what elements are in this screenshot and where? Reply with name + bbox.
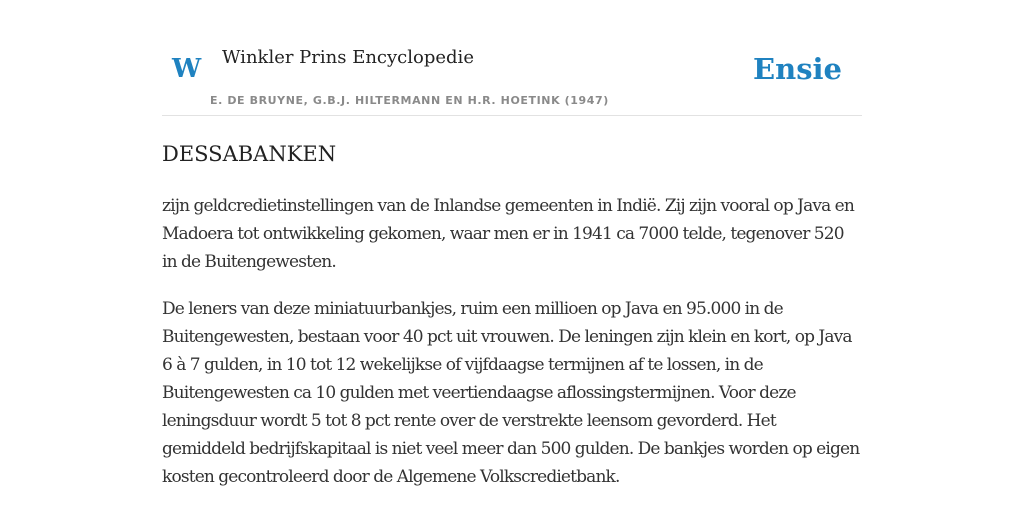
source-header [162,0,862,116]
entry-title: DESSABANKEN [162,142,337,166]
entry-paragraph: De leners van deze miniatuurbankjes, ruim een millioen op Java en 95.000 in de Buitengewesten, bestaan voor 40 pct uit vrouwen. De leningen zijn klein en kort, op Java 6 à 7 gulden, in 10 tot 12 wekelijkse of vijfdaagse termijnen af te lossen, in de Buitengewesten ca 10 gulden met veertiendaagse aflossingstermijnen. Voor deze leningsduur wordt 5 tot 8 pct rente over de verstrekte leensom gevorderd. Het gemiddeld bedrijfskapitaal is niet veel meer dan 500 gulden. De bankjes worden op eigen kosten gecontroleerd door de Algemene Volkscredietbank. [162,299,860,487]
source-authors: E. DE BRUYNE, G.B.J. HILTERMANN EN H.R. HOETINK (1947) [210,94,609,107]
source-title[interactable]: Winkler Prins Encyclopedie [222,47,474,68]
entry-body [162,192,862,510]
entry-paragraph: zijn geldcredietinstellingen van de Inlandse gemeenten in Indië. Zij zijn vooral op Java en Madoera tot ontwikkeling gekomen, waar men er in 1941 ca 7000 telde, tegenover 520 in de Buitengewesten. [162,196,854,272]
winkler-prins-logo[interactable]: W [172,54,202,84]
ensie-brand-logo[interactable]: Ensie [753,52,842,86]
